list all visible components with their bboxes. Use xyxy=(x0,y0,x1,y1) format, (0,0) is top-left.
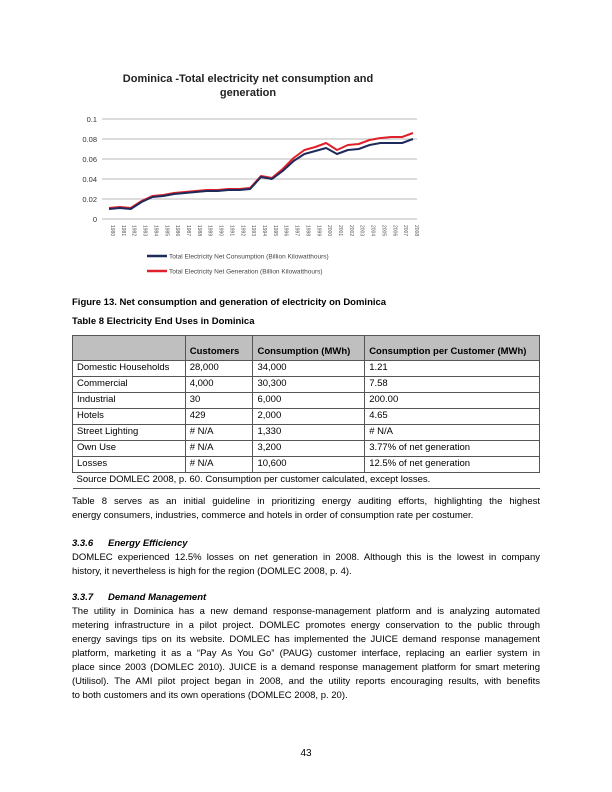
x-tick-label: 2001 xyxy=(337,225,343,237)
table-cell: Commercial xyxy=(73,377,186,393)
table-cell: 4,000 xyxy=(185,377,253,393)
y-tick-label: 0.08 xyxy=(82,135,97,144)
text-line: metering infrastructure in a pilot project. DOMLEC promotes energy conservation to the public through xyxy=(72,620,540,631)
y-tick-label: 0.04 xyxy=(82,175,97,184)
table-cell: Hotels xyxy=(73,409,186,425)
x-tick-label: 2005 xyxy=(380,225,387,237)
y-tick-label: 0.1 xyxy=(86,115,97,124)
x-tick-label: 2006 xyxy=(391,225,398,237)
table-header-cell: Customers xyxy=(185,336,253,361)
table-row xyxy=(73,361,540,377)
x-tick-label: 1983 xyxy=(141,225,148,237)
x-tick-label: 2002 xyxy=(347,225,354,237)
text-line: (Utilisol). The AMI pilot project began in 2008, and the utility reports encouraging results, with benefits xyxy=(72,676,540,687)
x-tick-label: 2003 xyxy=(358,225,365,237)
chart-title-line-2: generation xyxy=(219,87,277,99)
paragraph-table-guideline xyxy=(72,495,540,523)
x-tick-label: 2004 xyxy=(369,225,376,237)
section-heading-demand-management xyxy=(72,592,206,604)
legend-label: Total Electricity Net Generation (Billion Kilowatthours) xyxy=(169,268,323,276)
table-cell: 4.65 xyxy=(365,409,540,425)
electricity-chart xyxy=(72,66,432,291)
table-header-cell xyxy=(73,336,186,361)
table-cell: # N/A xyxy=(185,457,253,473)
table-source-note: Source DOMLEC 2008, p. 60. Consumption per customer calculated, except losses. xyxy=(73,473,540,489)
chart-plot xyxy=(72,66,432,291)
y-tick-label: 0.02 xyxy=(82,195,97,204)
x-tick-label: 1990 xyxy=(217,225,224,237)
x-tick-label: 2008 xyxy=(413,225,419,237)
x-tick-label: 1981 xyxy=(119,225,126,237)
table-cell: Street Lighting xyxy=(73,425,186,441)
table-cell: 3,200 xyxy=(253,441,365,457)
chart-title-line-1: Dominica -Total electricity net consumption and xyxy=(122,73,374,85)
table-source-row xyxy=(73,473,540,489)
table-cell: # N/A xyxy=(185,441,253,457)
table-cell: 1.21 xyxy=(365,361,540,377)
x-tick-label: 1987 xyxy=(185,225,191,237)
paragraph-demand-management xyxy=(72,605,540,703)
x-tick-label: 1995 xyxy=(271,225,278,237)
x-tick-label: 1997 xyxy=(293,225,300,237)
table-cell: 34,000 xyxy=(253,361,365,377)
x-tick-label: 1991 xyxy=(228,225,235,237)
table-cell: 30,300 xyxy=(253,377,365,393)
x-tick-label: 1993 xyxy=(250,225,257,237)
table-header-row xyxy=(73,336,540,361)
x-tick-label: 1988 xyxy=(195,225,202,237)
section-number: 3.3.6 xyxy=(72,538,94,549)
legend-label: Total Electricity Net Consumption (Billion Kilowatthours) xyxy=(169,253,329,261)
page-number: 43 xyxy=(300,748,312,759)
text-line: history, it nevertheless is high for the region (DOMLEC 2008, p. 4). xyxy=(72,566,352,577)
x-tick-label: 1986 xyxy=(174,225,181,237)
figure-caption: Figure 13. Net consumption and generation of electricity on Dominica xyxy=(72,297,387,308)
table-header-cell: Consumption (MWh) xyxy=(253,336,365,361)
x-tick-label: 2000 xyxy=(326,225,333,237)
table-cell: # N/A xyxy=(365,425,540,441)
table-cell: 12.5% of net generation xyxy=(365,457,540,473)
table-cell: Own Use xyxy=(73,441,186,457)
table-cell: 10,600 xyxy=(253,457,365,473)
x-tick-label: 1996 xyxy=(282,225,289,237)
table-cell: Domestic Households xyxy=(73,361,186,377)
x-tick-label: 1982 xyxy=(130,225,137,237)
x-tick-label: 1980 xyxy=(109,225,115,237)
table-cell: Industrial xyxy=(73,393,186,409)
x-tick-label: 2007 xyxy=(402,225,409,237)
y-tick-label: 0 xyxy=(92,215,97,224)
x-tick-label: 1985 xyxy=(163,225,170,237)
table-row xyxy=(73,409,540,425)
x-tick-label: 1994 xyxy=(261,225,267,237)
table-row xyxy=(73,441,540,457)
table-header-cell: Consumption per Customer (MWh) xyxy=(365,336,540,361)
table-row xyxy=(73,457,540,473)
x-tick-label: 1992 xyxy=(239,225,246,237)
text-line: place since 2003 (DOMLEC 2010). JUICE is a demand response management platform for smart metering xyxy=(72,662,540,673)
text-line: DOMLEC experienced 12.5% losses on net generation in 2008. Although this is the lowest in company xyxy=(72,552,540,563)
table-cell: Losses xyxy=(73,457,186,473)
table-cell: 429 xyxy=(185,409,253,425)
text-line: platform, marketing it as a “Pay As You Go” (PAUG) customer interface, replacing an earlier system in xyxy=(72,648,540,659)
electricity-end-uses-table xyxy=(72,335,540,489)
x-tick-label: 1989 xyxy=(206,225,213,237)
x-tick-label: 1999 xyxy=(315,225,322,237)
table-cell: 200.00 xyxy=(365,393,540,409)
paragraph-energy-efficiency xyxy=(72,551,540,579)
text-line: to both customers and its own operations (DOMLEC 2008, p. 20). xyxy=(72,690,348,701)
table-caption: Table 8 Electricity End Uses in Dominica xyxy=(72,316,255,327)
text-line: energy savings tips on its website. DOMLEC has implemented the JUICE demand response management xyxy=(72,634,540,645)
table-cell: 30 xyxy=(185,393,253,409)
table-cell: 2,000 xyxy=(253,409,365,425)
y-tick-label: 0.06 xyxy=(82,155,97,164)
table-cell: 3.77% of net generation xyxy=(365,441,540,457)
table-row xyxy=(73,393,540,409)
text-line: The utility in Dominica has a new demand response-management platform and is analyzing automated xyxy=(72,606,540,617)
x-tick-label: 1998 xyxy=(304,225,311,237)
table-cell: 1,330 xyxy=(253,425,365,441)
table-cell: # N/A xyxy=(185,425,253,441)
table-row xyxy=(73,425,540,441)
text-line: energy consumers, industries, commerce and hotels in order of consumption rate per costumer. xyxy=(72,510,474,521)
section-title: Demand Management xyxy=(108,592,207,603)
section-number: 3.3.7 xyxy=(72,592,94,603)
table-cell: 28,000 xyxy=(185,361,253,377)
table-row xyxy=(73,377,540,393)
text-line: Table 8 serves as an initial guideline in prioritizing energy auditing efforts, highlighting the highest xyxy=(72,496,540,507)
section-heading-energy-efficiency xyxy=(72,538,188,550)
table-cell: 7.58 xyxy=(365,377,540,393)
table-cell: 6,000 xyxy=(253,393,365,409)
x-tick-label: 1984 xyxy=(152,225,159,237)
section-title: Energy Efficiency xyxy=(108,538,188,549)
